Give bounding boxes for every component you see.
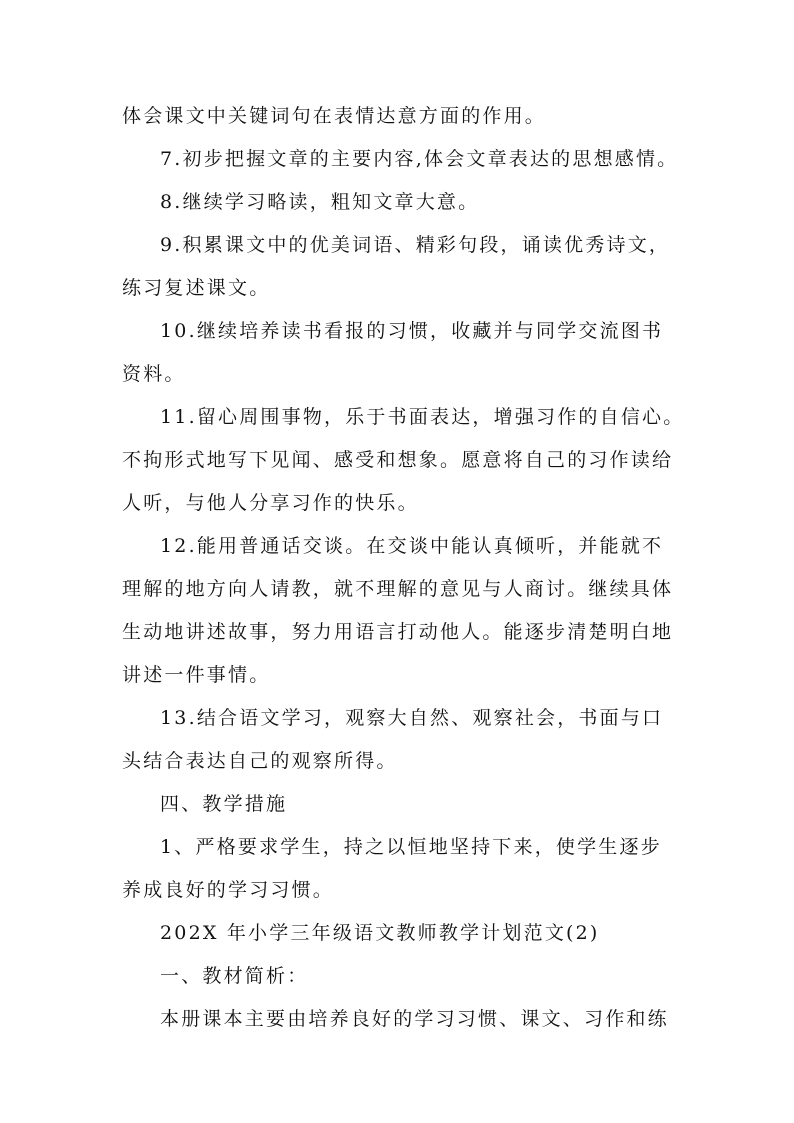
text-line: 9.积累课文中的优美词语、精彩句段，诵读优秀诗文， — [160, 234, 671, 256]
text-line: 资料。 — [122, 363, 186, 385]
document-title: 202X 年小学三年级语文教师教学计划范文(2) — [160, 922, 600, 944]
text-line: 13.结合语文学习，观察大自然、观察社会，书面与口 — [160, 707, 664, 729]
text-line: 讲述一件事情。 — [122, 664, 271, 686]
text-line: 头结合表达自己的观察所得。 — [122, 750, 398, 772]
text-line: 人听，与他人分享习作的快乐。 — [122, 492, 419, 514]
text-line: 练习复述课文。 — [122, 277, 271, 299]
text-line: 理解的地方向人请教，就不理解的意见与人商讨。继续具体 — [122, 578, 674, 600]
section-heading: 一、教材简析： — [160, 965, 309, 987]
text-line: 1、严格要求学生，持之以恒地坚持下来，使学生逐步 — [160, 836, 662, 858]
text-line: 7.初步把握文章的主要内容,体会文章表达的思想感情。 — [160, 148, 679, 170]
text-line: 11.留心周围事物，乐于书面表达，增强习作的自信心。 — [160, 406, 685, 428]
text-line: 不拘形式地写下见闻、感受和想象。愿意将自己的习作读给 — [122, 449, 674, 471]
text-line: 本册课本主要由培养良好的学习习惯、课文、习作和练 — [160, 1008, 669, 1030]
text-line: 养成良好的学习习惯。 — [122, 879, 335, 901]
text-line: 体会课文中关键词句在表情达意方面的作用。 — [122, 105, 547, 127]
text-line: 8.继续学习略读，粗知文章大意。 — [160, 191, 480, 213]
text-line: 12.能用普通话交谈。在交谈中能认真倾听，并能就不 — [160, 535, 664, 557]
section-heading: 四、教学措施 — [160, 793, 288, 815]
text-line: 10.继续培养读书看报的习惯，收藏并与同学交流图书 — [160, 320, 664, 342]
text-line: 生动地讲述故事，努力用语言打动他人。能逐步清楚明白地 — [122, 621, 674, 643]
